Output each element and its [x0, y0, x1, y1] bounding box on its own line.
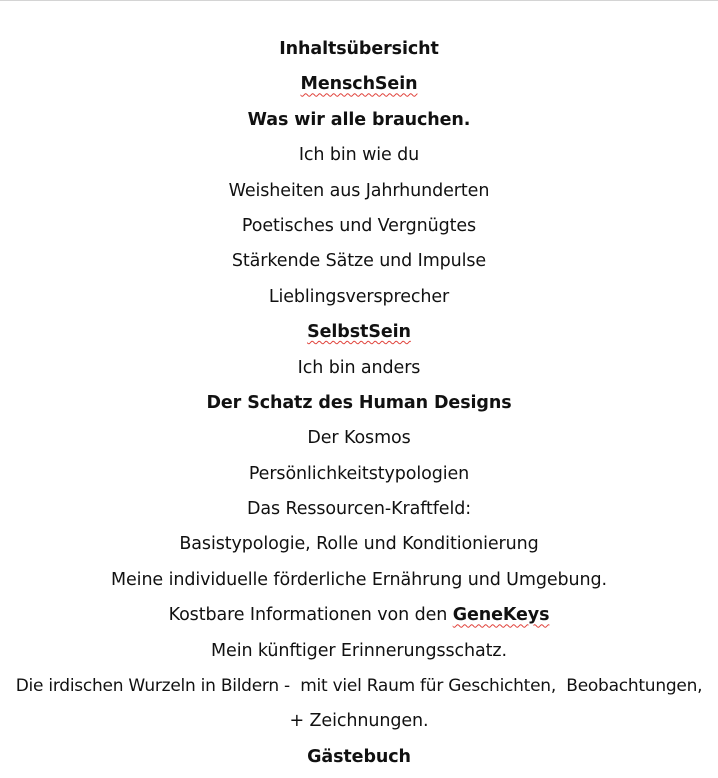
- toc-item: Ich bin wie du: [298, 145, 420, 166]
- section-title-selbstsein: [0, 315, 718, 350]
- toc-item: Persönlichkeitstypologien: [248, 463, 470, 484]
- toc-item: Stärkende Sätze und Impulse: [231, 251, 487, 272]
- section-title-gaestebuch: Gästebuch: [307, 746, 411, 767]
- toc-item-genekeys: [0, 598, 718, 633]
- section-title-menschsein: [0, 67, 718, 102]
- spellcheck-flagged-word: GeneKeys: [452, 605, 550, 626]
- toc-item: Der Kosmos: [307, 428, 411, 449]
- toc-item: Das Ressourcen-Kraftfeld:: [246, 499, 472, 520]
- spellcheck-flagged-word: MenschSein: [300, 74, 418, 95]
- toc-item: Meine individuelle förderliche Ernährung und Umgebung.: [111, 569, 607, 590]
- page-top-border: [0, 0, 718, 1]
- toc-heading: Inhaltsübersicht: [279, 39, 439, 59]
- toc-item: Ich bin anders: [297, 357, 421, 378]
- spellcheck-flagged-word: SelbstSein: [307, 322, 411, 343]
- toc-item: Poetisches und Vergnügtes: [241, 215, 477, 236]
- toc-item-long-text: Die irdischen Wurzeln in Bildern - mit viel Raum für Geschichten, Beobachtungen,: [15, 676, 703, 697]
- table-of-contents: [0, 32, 718, 775]
- subsection-title-human-design: Der Schatz des Human Designs: [206, 392, 512, 413]
- toc-item-continuation: + Zeichnungen.: [289, 711, 429, 732]
- toc-item: Basistypologie, Rolle und Konditionierung: [179, 534, 539, 555]
- toc-item-long: [0, 669, 718, 704]
- toc-item: Weisheiten aus Jahrhunderten: [228, 180, 490, 201]
- genekeys-prefix-text: Kostbare Informationen von den: [168, 605, 448, 626]
- toc-item: Lieblingsversprecher: [268, 286, 450, 307]
- subsection-title-was-wir-alle-brauchen: Was wir alle brauchen.: [247, 109, 471, 130]
- toc-item: Mein künftiger Erinnerungsschatz.: [211, 640, 507, 661]
